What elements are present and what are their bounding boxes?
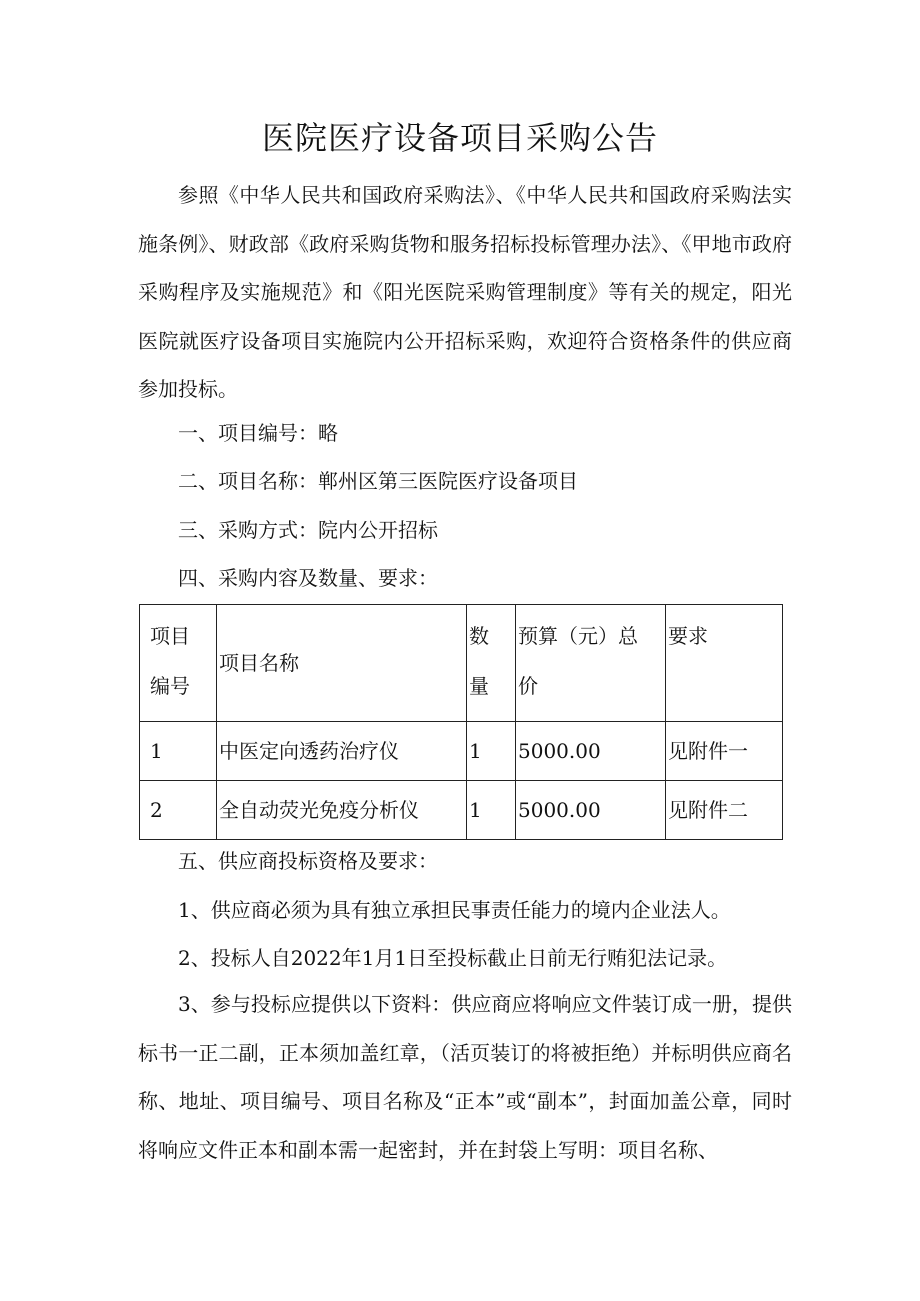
cell-no: 1 [140,722,217,781]
cell-no: 2 [140,781,217,840]
table-row [140,722,783,781]
document-title: 医院医疗设备项目采购公告 [261,119,658,157]
header-quantity [467,605,516,722]
item-project-name: 二、项目名称：郸州区第三医院医疗设备项目 [178,469,578,493]
header-project-no [140,605,217,722]
table-row [140,781,783,840]
cell-name: 全自动荧光免疫分析仪 [217,781,467,840]
header-budget-line1: 预算（元）总 [518,624,638,648]
cell-requirement: 见附件一 [666,722,783,781]
cell-budget: 5000.00 [516,781,666,840]
cell-name: 中医定向透药治疗仪 [217,722,467,781]
header-project-no-line2: 编号 [150,674,190,698]
header-budget-line2: 价 [518,674,538,698]
header-quantity-line2: 量 [469,674,489,698]
cell-budget: 5000.00 [516,722,666,781]
header-quantity-line1: 数 [469,624,489,648]
cell-qty: 1 [467,781,516,840]
item-procurement-content: 四、采购内容及数量、要求： [178,566,438,590]
cell-requirement: 见附件二 [666,781,783,840]
header-requirement: 要求 [666,605,783,722]
header-project-no-line1: 项目 [150,624,190,648]
header-budget [516,605,666,722]
item-project-number: 一、项目编号：略 [178,421,338,445]
item-supplier-qualification: 五、供应商投标资格及要求： [178,849,438,873]
requirement-2: 2、投标人自2022年1月1日至投标截止日前无行贿犯法记录。 [178,946,728,970]
header-project-name: 项目名称 [217,605,467,722]
item-procurement-method: 三、采购方式：院内公开招标 [178,518,438,542]
requirement-3: 3、参与投标应提供以下资料：供应商应将响应文件装订成一册，提供标书一正二副，正本须加盖红章，（活页装订的将被拒绝）并标明供应商名称、地址、项目编号、项目名称及“正本”或“副本”，封面加盖公章，同时将响应文件正本和副本需一起密封，并在封袋上写明：项目名称、 [138,992,792,1162]
procurement-table [139,604,783,840]
cell-qty: 1 [467,722,516,781]
table-header-row [140,605,783,722]
requirement-1: 1、供应商必须为具有独立承担民事责任能力的境内企业法人。 [178,898,731,922]
intro-paragraph: 参照《中华人民共和国政府采购法》、《中华人民共和国政府采购法实施条例》、财政部《政府采购货物和服务招标投标管理办法》、《甲地市政府采购程序及实施规范》和《阳光医院采购管理制度》等有关的规定，阳光医院就医疗设备项目实施院内公开招标采购，欢迎符合资格条件的供应商参加投标。 [138,183,792,401]
